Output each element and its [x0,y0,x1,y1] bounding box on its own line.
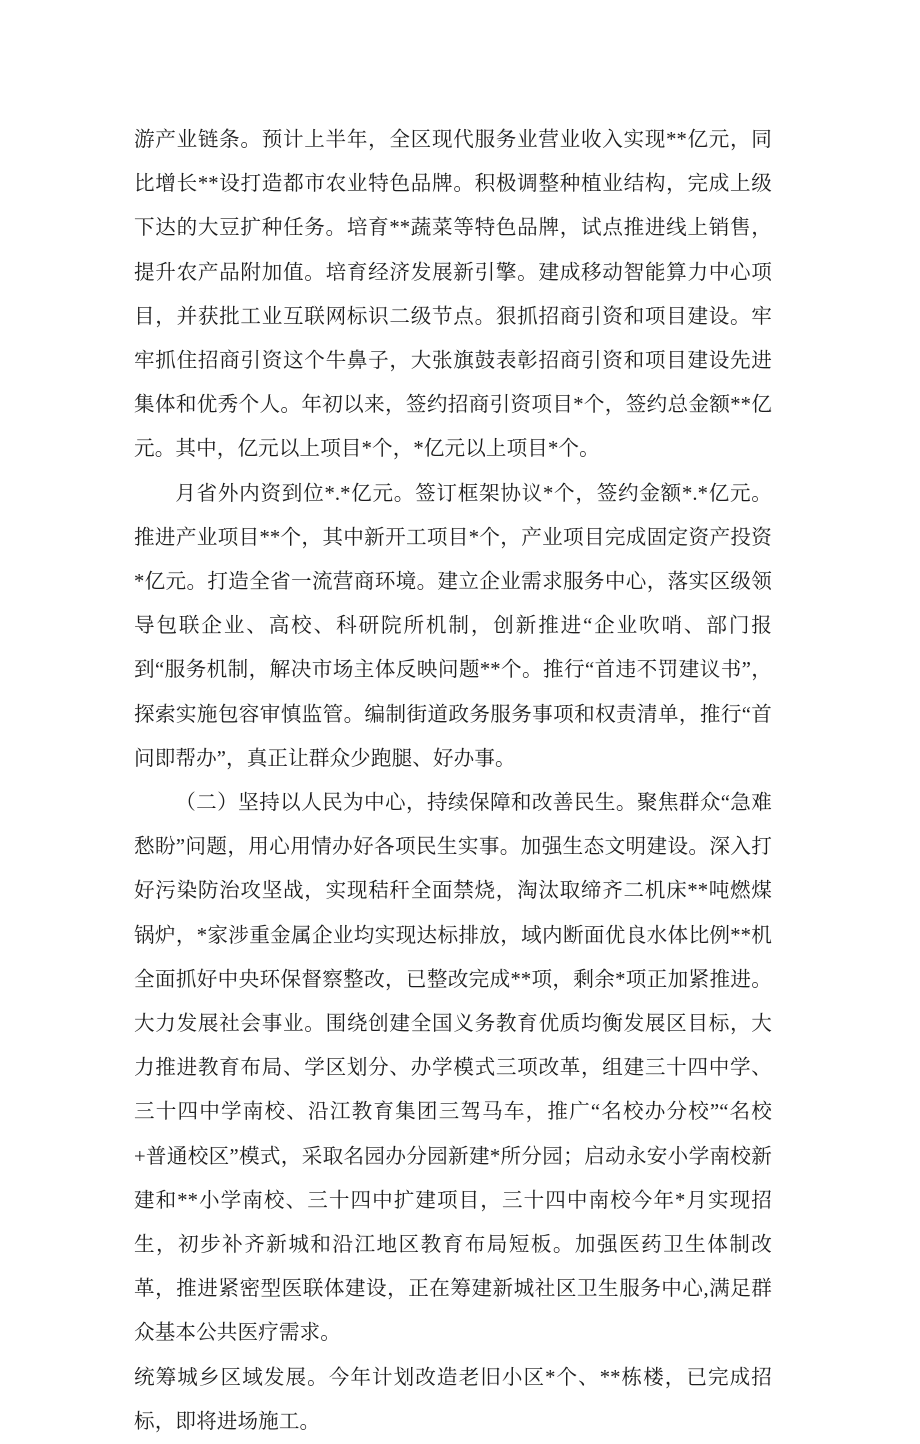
paragraph-4: 统筹城乡区域发展。今年计划改造老旧小区*个、**栋楼，已完成招标，即将进场施工。 [134,1366,772,1433]
paragraph-3: （二）坚持以人民为中心，持续保障和改善民生。聚焦群众“急难愁盼”问题，用心用情办好各项民生实事。加强生态文明建设。深入打好污染防治攻坚战，实现秸秆全面禁烧，淘汰取缔齐二机床**吨燃煤锅炉，*家涉重金属企业均实现达标排放，域内断面优良水体比例**机全面抓好中央环保督察整改，已整改完成**项，剩余*项正加紧推进。大力发展社会事业。围绕创建全国义务教育优质均衡发展区目标，大力推进教育布局、学区划分、办学模式三项改革，组建三十四中学、三十四中学南校、沿江教育集团三驾马车，推广“名校办分校”“名校+普通校区”模式，采取名园办分园新建*所分园；启动永安小学南校新建和**小学南校、三十四中扩建项目，三十四中南校今年*月实现招生，初步补齐新城和沿江地区教育布局短板。加强医药卫生体制改革，推进紧密型医联体建设，正在筹建新城社区卫生服务中心,满足群众基本公共医疗需求。 [134,792,772,1345]
paragraph-2: 月省外内资到位*.*亿元。签订框架协议*个，签约金额*.*亿元。推进产业项目**个，其中新开工项目*个，产业项目完成固定资产投资*亿元。打造全省一流营商环境。建立企业需求服务中心，落实区级领导包联企业、高校、科研院所机制，创新推进“企业吹哨、部门报到“服务机制，解决市场主体反映问题**个。推行“首违不罚建议书”，探索实施包容审慎监管。编制街道政务服务事项和权责清单，推行“首问即帮办”，真正让群众少跑腿、好办事。 [134,482,772,770]
document-body [134,118,772,1444]
paragraph-1: 游产业链条。预计上半年，全区现代服务业营业收入实现**亿元，同比增长**设打造都市农业特色品牌。积极调整种植业结构，完成上级下达的大豆扩种任务。培育**蔬菜等特色品牌，试点推进线上销售，提升农产品附加值。培育经济发展新引擎。建成移动智能算力中心项目，并获批工业互联网标识二级节点。狠抓招商引资和项目建设。牢牢抓住招商引资这个牛鼻子，大张旗鼓表彰招商引资和项目建设先进集体和优秀个人。年初以来，签约招商引资项目*个，签约总金额**亿元。其中，亿元以上项目*个，*亿元以上项目*个。 [134,129,772,461]
